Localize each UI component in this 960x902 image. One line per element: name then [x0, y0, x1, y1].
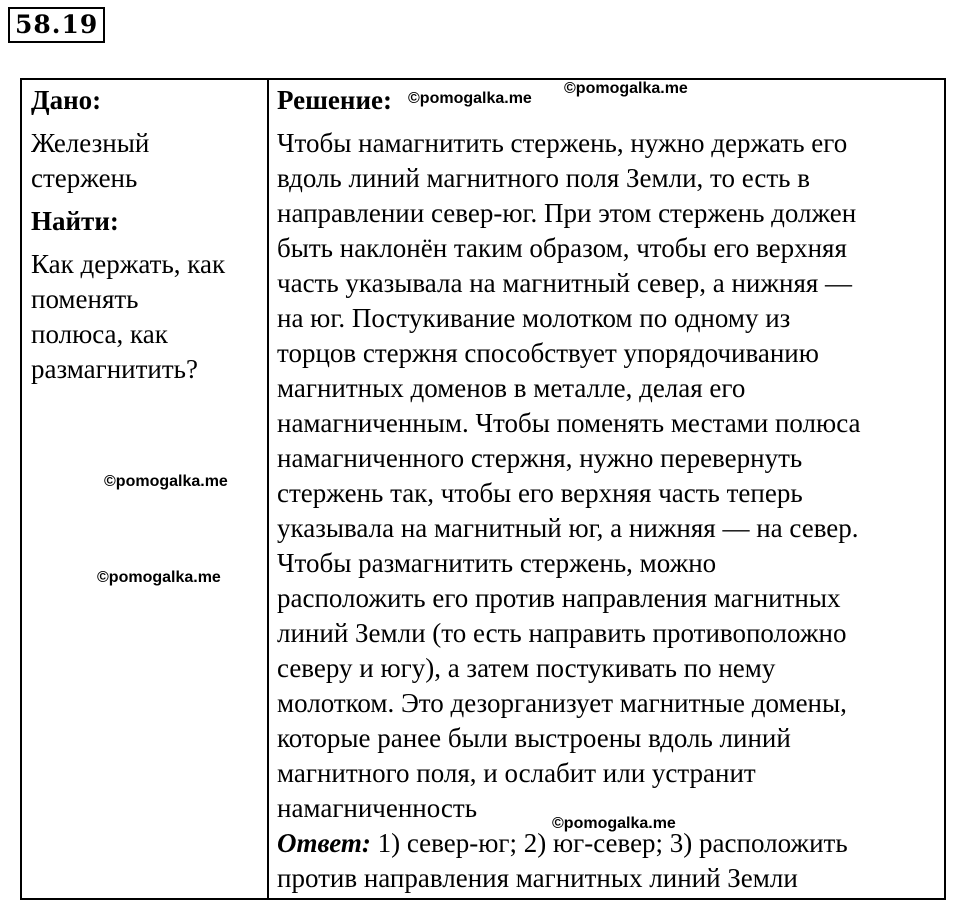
solution-line: часть указывала на магнитный север, а нижняя —	[277, 268, 853, 298]
find-heading: Найти:	[31, 206, 119, 236]
solution-line: вдоль линий магнитного поля Земли, то есть в	[277, 163, 810, 193]
watermark: ©pomogalka.me	[552, 815, 676, 832]
solution-line: указывала на магнитный юг, а нижняя — на север.	[277, 513, 859, 543]
find-line: полюса, как	[31, 319, 168, 349]
solution-line: линий Земли (то есть направить противоположно	[277, 618, 847, 648]
watermark: ©pomogalka.me	[104, 473, 228, 490]
answer-text: 1) север-юг; 2) юг-север; 3) расположить	[377, 828, 848, 858]
solution-line: Чтобы размагнитить стержень, можно	[277, 548, 717, 578]
solution-text	[277, 126, 947, 826]
solution-line: направлении север-юг. При этом стержень должен	[277, 198, 857, 228]
watermark: ©pomogalka.me	[408, 90, 532, 107]
given-line: Железный	[31, 128, 150, 158]
problem-number: 58.19	[8, 7, 105, 43]
solution-line: намагниченного стержня, нужно перевернуть	[277, 443, 803, 473]
given-heading: Дано:	[31, 85, 102, 115]
solution-line: Чтобы намагнитить стержень, нужно держать его	[277, 128, 848, 158]
solution-line: которые ранее были выстроены вдоль линий	[277, 723, 791, 753]
answer-text: против направления магнитных линий Земли	[277, 863, 798, 893]
watermark: ©pomogalka.me	[564, 80, 688, 97]
column-divider	[267, 80, 269, 898]
solution-line: расположить его против направления магнитных	[277, 583, 841, 613]
find-line: поменять	[31, 284, 139, 314]
given-column	[31, 83, 261, 387]
solution-line: молотком. Это дезорганизует магнитные домены,	[277, 688, 847, 718]
solution-line: торцов стержня способствует упорядочиванию	[277, 338, 819, 368]
solution-line: магнитного поля, и ослабит или устранит	[277, 758, 756, 788]
solution-line: стержень так, чтобы его верхняя часть теперь	[277, 478, 803, 508]
given-line: стержень	[31, 163, 138, 193]
solution-line: намагниченность	[277, 793, 478, 823]
solution-line: магнитных доменов в металле, делая его	[277, 373, 746, 403]
solution-heading: Решение:	[277, 85, 392, 115]
solution-line: на юг. Постукивание молотком по одному из	[277, 303, 791, 333]
answer-label: Ответ:	[277, 828, 371, 858]
solution-line: намагниченным. Чтобы поменять местами полюса	[277, 408, 861, 438]
solution-line: северу и югу), а затем постукивать по нему	[277, 653, 776, 683]
solution-column	[277, 83, 947, 896]
solution-line: быть наклонён таким образом, чтобы его верхняя	[277, 233, 847, 263]
find-line: размагнитить?	[31, 354, 198, 384]
find-line: Как держать, как	[31, 249, 226, 279]
watermark: ©pomogalka.me	[97, 569, 221, 586]
